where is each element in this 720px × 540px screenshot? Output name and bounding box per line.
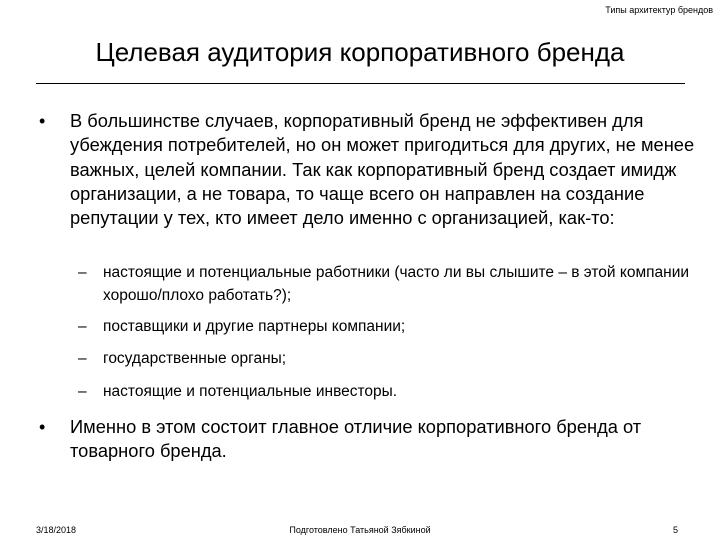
header-note: Типы архитектур брендов <box>605 5 713 15</box>
sub-item-text: государственные органы; <box>103 350 287 367</box>
sub-marker: – <box>78 383 87 400</box>
bullet-marker: • <box>39 417 46 437</box>
sub-item-text: поставщики и другие партнеры компании; <box>103 318 406 335</box>
sub-marker: – <box>78 350 87 367</box>
sub-item <box>78 262 693 307</box>
footer-author: Подготовлено Татьяной Зябкиной <box>289 525 431 535</box>
bullet-text: Именно в этом состоит главное отличие корпоративного бренда от товарного бренда. <box>70 416 642 462</box>
sub-marker: – <box>78 264 87 281</box>
title-divider <box>36 83 685 84</box>
bullet-marker: • <box>39 111 46 131</box>
footer-date: 3/18/2018 <box>36 525 77 535</box>
sub-item <box>78 316 693 339</box>
sub-marker: – <box>78 318 87 335</box>
bullet-item <box>39 415 695 464</box>
sub-item <box>78 381 693 404</box>
sub-item-text: настоящие и потенциальные работники (часто ли вы слышите – в этой компании хорошо/плохо работать?); <box>103 264 690 304</box>
bullet-text: В большинстве случаев, корпоративный бренд не эффективен для убеждения потребителей, но он может пригодиться для других, не менее важных, целей компании. Так как корпоративный бренд создает имидж организации, а не товара, то чаще всего он направлен на создание репутации у тех, кто имеет дело именно с организацией, как-то: <box>70 110 695 229</box>
sub-item <box>78 348 693 371</box>
sub-item-text: настоящие и потенциальные инвесторы. <box>103 383 398 400</box>
page-number: 5 <box>672 525 678 535</box>
bullet-item <box>39 109 695 230</box>
slide-title: Целевая аудитория корпоративного бренда <box>95 37 625 67</box>
